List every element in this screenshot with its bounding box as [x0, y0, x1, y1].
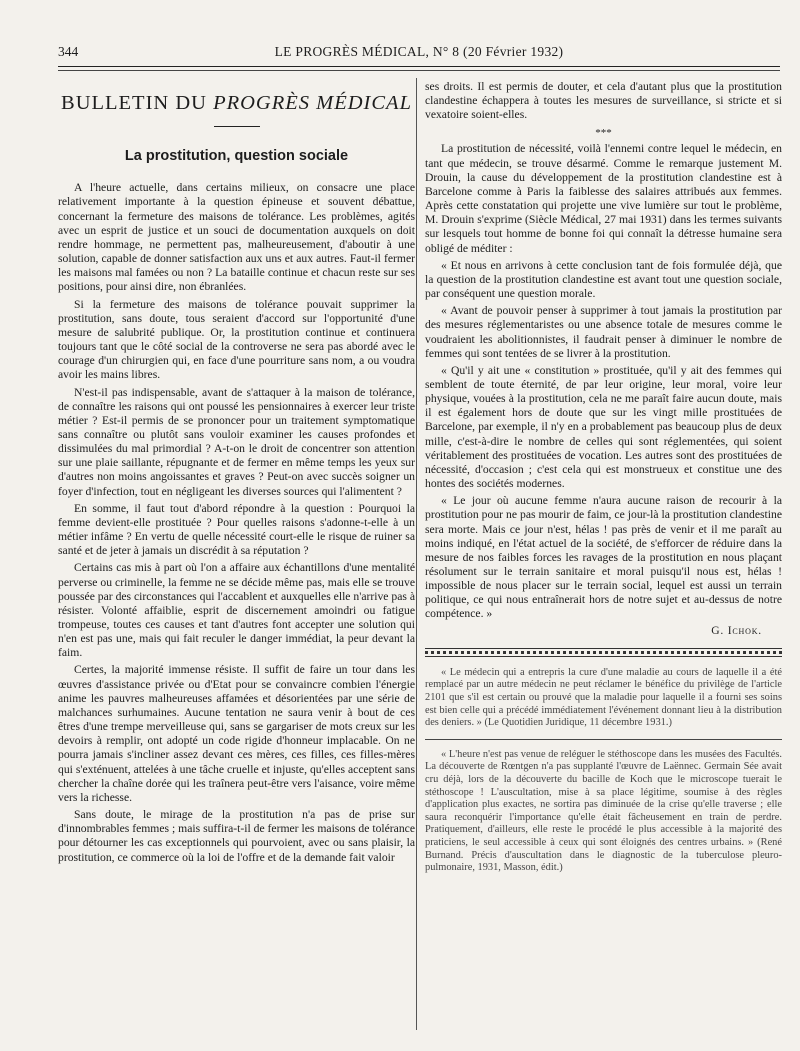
ornamental-divider: [425, 648, 782, 657]
quote-block: [425, 667, 782, 875]
paragraph: Certains cas mis à part où l'on a affaire aux échantillons d'une mentalité perverse ou criminelle, la femme ne se décide même pas, mais elle se trouve poussée par des circonstances qui l'accablent et auxquelles elle n'arrive pas à résister. Volonté affaiblie, esprit de discernement amoindri ou fatigue trompeuse, toutes ces causes et tant d'autres font accepter une solution qui n'en est pas une, mais qui fait reculer le danger immédiat, la peur devant la faim.: [58, 561, 415, 660]
paragraph-continuation: ses droits. Il est permis de douter, et cela d'autant plus que la prostitution clandestine échappera à toutes les mesures de surveillance, si stricte et si vexatoire soient-elles.: [425, 80, 782, 122]
author-name: Ichok.: [727, 623, 762, 637]
paragraph: A l'heure actuelle, dans certains milieux, on consacre une place relativement importante à la question épineuse et souvent débattue, concernant la fermeture des maisons de tolérance. Les problèmes, agités avec un esprit de justice et un souci de documentation auxquels on doit rendre hommage, ne permettent pas, malheureusement, d'aboutir à une solution, capable de donner satisfaction aux uns et aux autres. Faut-il fermer les maisons mal famées ou non ? La bataille continue et chacun reste sur ses positions, pour ainsi dire, non ébranlées.: [58, 181, 415, 294]
paragraph: Si la fermeture des maisons de tolérance pouvait supprimer la prostitution, sans doute, tous seraient d'accord sur l'opportunité d'une mesure de salubrité publique. Or, la prostitution continue et continuera toujours tant que le côté social de la controverse ne sera pas abordé avec le courage d'un chirurgien qui, en face d'une pourriture sans nom, a ou voudra avoir les mains libres.: [58, 297, 415, 382]
section-stars: ***: [595, 127, 612, 140]
paragraph: « Qu'il y ait une « constitution » prostituée, qu'il y ait des femmes qui semblent de toute éternité, de par leur origine, leur moral, voire leur physique, vouées à la prostitution, cela ne me paraît faire aucun doute, mais il est également hors de doute que sur les vingt mille prostituées de Barcelone, par exemple, il n'y en a probablement pas beaucoup plus de deux mille, c'est-à-dire le nombre de celles qui sont réglementées, qui soient véritablement des prostituées de vocation. Les autres sont des prostituées de nécessité, d'occasion ; c'est cela qui est monstrueux et constitue une des hontes des sociétés modernes.: [425, 363, 782, 491]
column-separator: [416, 78, 417, 1030]
bulletin-journal-name: PROGRÈS MÉDICAL: [213, 92, 412, 114]
paragraph: Certes, la majorité immense résiste. Il suffit de faire un tour dans les œuvres d'assistance privée ou d'Etat pour se convaincre combien l'énergie anime les pauvres malheureuses affamées et désorientées par une série de malchances surhumaines. Aucune tentation ne saura venir à bout de ces êtres d'une trempe merveilleuse qui, sans se gargariser de mots creux sur les devoirs à remplir, ont adopté un code rigide d'honneur implacable. On ne pourra jamais s'incliner assez devant ces mères, ces filles, ces filles-mères qui s'exténuent, attelées à une tâche cruelle et injuste, qu'elles acceptent sans chercher la chaîne dorée qui les traînera peut-être vers l'aisance, voire même vers la richesse.: [58, 663, 415, 804]
article-title: La prostitution, question sociale: [124, 148, 349, 165]
paragraph: « Avant de pouvoir penser à supprimer à tout jamais la prostitution par des mesures réglementaristes ou une absence totale de mesures comme le voudraient les abolitionnistes, il faudrait penser à diminuer le nombre de femmes qui sont tentées de se livrer à la prostitution.: [425, 304, 782, 360]
heading-rule: [214, 126, 260, 127]
author-initial: G.: [711, 623, 725, 637]
paragraph: N'est-il pas indispensable, avant de s'attaquer à la maison de tolérance, de connaître les raisons qui ont poussé les pensionnaires à exercer leur triste métier ? Est-il permis de se prononcer pour un traitement symptomatique sans connaître ou plutôt sans vouloir examiner les causes profondes et dissimulées du mal primordial ? A-t-on le droit de concentrer son attention sur une plaie saillante, répugnante et de fermer en même temps les yeux sur d'autres non moins angoissantes et graves ? Peut-on avec succès soigner un foyer d'infection, tout en négligeant les diverses sources qui l'alimentent ?: [58, 385, 415, 498]
page-number: 344: [58, 44, 79, 59]
quote-auscultation: « L'heure n'est pas venue de reléguer le stéthoscope dans les musées des Facultés. La découverte de Rœntgen n'a pas supplanté l'œuvre de Laënnec. Germain Sée avait cru déjà, lors de la découverte du bacille de Koch que le microscope tuerait le stéthoscope ! L'auscultation, mise à sa place légitime, soumise à des règles d'application plus exactes, ne sortira pas diminuée de la crise qu'elle traverse ; elle saura reconquérir l'importance qu'elle était fâcheusement en train de perdre. Pratiquement, d'ailleurs, elle reste le procédé le plus accessible à la majorité des praticiens, le seul accessible à ceux qui sont éloignés des centres urbains. » (René Burnand. Précis d'auscultation dans le diagnostic de la tuberculose pleuro-pulmonaire, 1931, Masson, édit.): [425, 748, 782, 874]
paragraph: Sans doute, le mirage de la prostitution n'a pas de prise sur d'innombrables femmes ; mais suffira-t-il de fermer les maisons de tolérance pour détourner les cas exceptionnels qui pourvoient, avec ou sans plaisir, la prostitution, ce commerce où la loi de l'offre et de la demande fait valoir: [58, 808, 415, 864]
bulletin-prefix: BULLETIN DU: [61, 92, 207, 114]
quote-separator: [425, 739, 782, 740]
left-column: [58, 80, 415, 865]
author-signature: [425, 624, 762, 638]
right-column: [425, 80, 782, 875]
paragraph: « Le jour où aucune femme n'aura aucune raison de recourir à la prostitution pour ne pas mourir de faim, ce jour-là la prostitution clandestine sera morte. Mais ce jour n'est, hélas ! pas près de venir et il me paraît au moins indiqué, en l'état actuel de la société, de s'efforcer de réduire dans la mesure de nos faibles forces les ravages de la prostitution en nous plaçant résolument sur le terrain sanitaire et moral puisqu'il nous est, hélas ! impossible de nous placer sur le terrain social, lequel est aussi un terrain politique, ce qui nous entraînerait hors de notre sujet et au-dessus de notre compétence. »: [425, 494, 782, 621]
header-rule-thin: [58, 70, 780, 71]
header-rule: [58, 66, 780, 67]
paragraph: La prostitution de nécessité, voilà l'ennemi contre lequel le médecin, en tant que médecin, se trouve désarmé. Comme le remarque justement M. Drouin, la cause du développement de la prostitution clandestine est à Barcelone comme à Paris la faiblesse des salaires attribués aux femmes. Après cette constatation qui projette une vive lumière sur tout le problème, M. Drouin s'exprime (Siècle Médical, 27 mai 1931) dans les termes suivants sur lesquels tout homme de bonne foi qui connaît la détresse humaine sera obligé de méditer :: [425, 142, 782, 255]
journal-title: LE PROGRÈS MÉDICAL, N° 8 (20 Février 1932): [274, 44, 564, 59]
running-header: [58, 44, 780, 64]
paragraph: En somme, il faut tout d'abord répondre à la question : Pourquoi la femme devient-elle prostituée ? Pour quelles raisons s'adonne-t-elle à un métier infâme ? En vertu de quelle nécessité court-elle le risque de ruiner sa santé et de jeter à jamais un discrédit à sa réputation ?: [58, 501, 415, 558]
bulletin-heading: [58, 92, 415, 114]
paragraph: « Et nous en arrivons à cette conclusion tant de fois formulée déjà, que la question de la prostitution clandestine est avant tout une question sociale, par conséquent une question morale.: [425, 258, 782, 301]
quote-legal: « Le médecin qui a entrepris la cure d'une maladie au cours de laquelle il a été remplacé par un autre médecin ne peut réclamer le bénéfice du privilège de l'article 2101 que s'il est certain ou prouvé que la maladie pour laquelle il a fourni ses soins est bien celle qui a précédé immédiatement l'événement donnant lieu à la distribution des deniers. » (Le Quotidien Juridique, 11 décembre 1931.): [425, 666, 782, 729]
